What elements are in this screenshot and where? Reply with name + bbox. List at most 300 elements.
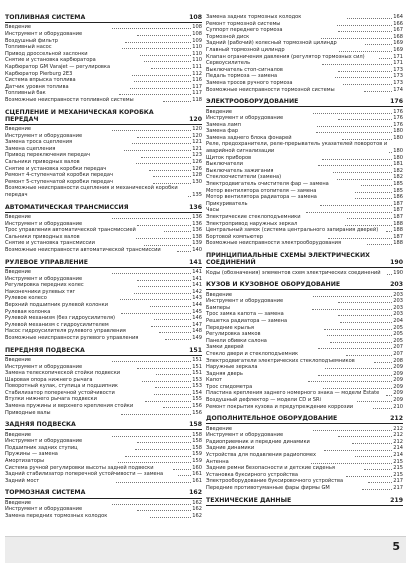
entry-page-number: 169 bbox=[393, 40, 404, 47]
toc-entry[interactable] bbox=[206, 432, 403, 439]
dot-leader bbox=[352, 443, 393, 444]
toc-entry[interactable] bbox=[206, 14, 403, 21]
toc-section bbox=[206, 281, 403, 410]
toc-entry[interactable] bbox=[5, 227, 202, 234]
toc-entry[interactable] bbox=[206, 60, 403, 67]
section-page-number: 219 bbox=[390, 496, 403, 504]
entry-title: Снятие и установка трансмиссии bbox=[5, 240, 95, 247]
entry-page-number: 187 bbox=[393, 233, 404, 240]
dot-leader bbox=[112, 436, 192, 437]
section-title: ЗАДНЯЯ ПОДВЕСКА bbox=[5, 421, 76, 429]
entry-title: Привод переключения передач bbox=[5, 152, 91, 159]
entry-page-number: 164 bbox=[393, 14, 404, 20]
entry-title: Инструмент и оборудование bbox=[5, 30, 83, 37]
toc-entry[interactable] bbox=[206, 426, 403, 433]
entry-page-number: 128 bbox=[192, 172, 203, 179]
entry-page-number: 121 bbox=[192, 139, 203, 146]
entry-title: Задние ремни безопасности и детские сиденья bbox=[206, 465, 335, 472]
entry-title: Задняя дверь bbox=[206, 370, 243, 377]
section-page-number: 108 bbox=[189, 14, 202, 21]
entry-title: Стеклоочистители (замена) bbox=[206, 174, 282, 181]
dot-leader bbox=[320, 205, 392, 206]
toc-entry[interactable] bbox=[206, 161, 403, 168]
dot-leader bbox=[122, 48, 191, 49]
section-title: ТЕХНИЧЕСКИЕ ДАННЫЕ bbox=[206, 496, 292, 504]
entry-page-number: 120 bbox=[192, 132, 202, 139]
entry-page-number: 140 bbox=[192, 247, 202, 253]
entry-page-number: 158 bbox=[192, 438, 202, 445]
entry-title: Введение bbox=[206, 291, 233, 298]
dot-leader bbox=[142, 381, 191, 382]
section-heading[interactable] bbox=[5, 204, 202, 213]
entry-page-number: 217 bbox=[393, 484, 404, 491]
toc-entry[interactable] bbox=[5, 383, 202, 390]
section-title: ЭЛЕКТРООБОРУДОВАНИЕ bbox=[206, 98, 299, 106]
dot-leader bbox=[137, 137, 191, 138]
entry-page-number: 205 bbox=[393, 337, 404, 344]
entry-title: Ремонт тормозной системы bbox=[206, 20, 281, 27]
entry-page-number: 181 bbox=[393, 161, 404, 168]
entry-title: Приводные валы bbox=[5, 409, 51, 416]
dot-leader bbox=[116, 482, 192, 483]
toc-entry[interactable] bbox=[206, 305, 403, 312]
toc-entry[interactable] bbox=[5, 438, 202, 445]
dot-leader bbox=[130, 88, 191, 89]
toc-entry[interactable] bbox=[206, 384, 403, 391]
dot-leader bbox=[153, 176, 192, 177]
section-heading[interactable] bbox=[206, 415, 403, 424]
toc-entry[interactable] bbox=[5, 51, 202, 58]
toc-entry[interactable] bbox=[206, 325, 403, 332]
toc-entry[interactable] bbox=[206, 377, 403, 384]
entry-title: Капот bbox=[206, 377, 223, 384]
toc-entry[interactable] bbox=[206, 54, 403, 61]
dot-leader bbox=[137, 280, 191, 281]
dot-leader bbox=[153, 183, 192, 184]
toc-entry[interactable] bbox=[206, 234, 403, 241]
section-heading[interactable] bbox=[5, 14, 202, 23]
toc-entry[interactable] bbox=[206, 227, 403, 234]
entry-title: Рулевое колесо bbox=[5, 295, 47, 302]
entry-title: Подшипник задних ступиц bbox=[5, 444, 78, 451]
dot-leader bbox=[163, 407, 192, 408]
entry-page-number: 151 bbox=[192, 356, 203, 363]
entry-page-number: 171 bbox=[393, 53, 403, 60]
toc-entry[interactable] bbox=[206, 214, 403, 221]
dot-leader bbox=[119, 94, 191, 95]
toc-entry[interactable] bbox=[5, 172, 202, 179]
dot-leader bbox=[362, 489, 393, 490]
entry-page-number: 110 bbox=[192, 57, 203, 64]
section-title: РУЛЕВОЕ УПРАВЛЕНИЕ bbox=[5, 258, 88, 266]
dot-leader bbox=[337, 25, 392, 26]
entry-page-number: 204 bbox=[393, 317, 404, 324]
toc-entry[interactable] bbox=[206, 397, 403, 404]
toc-entry[interactable] bbox=[206, 465, 403, 472]
toc-entry[interactable] bbox=[206, 188, 403, 195]
toc-entry[interactable] bbox=[206, 128, 403, 135]
entry-page-number: 136 bbox=[192, 227, 203, 234]
toc-entry[interactable] bbox=[206, 485, 403, 492]
toc-entry[interactable] bbox=[206, 168, 403, 175]
toc-entry[interactable] bbox=[5, 97, 202, 104]
toc-entry[interactable] bbox=[206, 40, 403, 47]
toc-entry[interactable] bbox=[5, 513, 202, 520]
dot-leader bbox=[347, 218, 392, 219]
page-number: 5 bbox=[392, 540, 400, 553]
entry-title: Введение bbox=[5, 431, 32, 438]
dot-leader bbox=[311, 463, 392, 464]
toc-entry[interactable] bbox=[5, 295, 202, 302]
toc-entry[interactable] bbox=[5, 44, 202, 51]
toc-entry[interactable] bbox=[5, 159, 202, 166]
dot-leader bbox=[134, 81, 191, 82]
entry-title: Воздушный дефлектор — модели CD и SRi bbox=[206, 397, 321, 404]
entry-page-number: 182 bbox=[393, 167, 403, 174]
toc-entry[interactable] bbox=[5, 370, 202, 377]
entry-title: Возможные неисправности сцепления и механической коробки передач bbox=[5, 185, 178, 199]
toc-entry[interactable] bbox=[5, 139, 202, 146]
section-page-number: 120 bbox=[189, 115, 202, 123]
toc-entry[interactable] bbox=[206, 47, 403, 54]
toc-entry[interactable] bbox=[206, 459, 403, 466]
dot-leader bbox=[149, 170, 191, 171]
entry-title: Замена заднего блока фонарей bbox=[206, 134, 292, 141]
section-page-number: 151 bbox=[189, 346, 202, 354]
section-heading[interactable] bbox=[5, 421, 202, 430]
entry-title: Замена ламп bbox=[206, 121, 241, 128]
toc-entry[interactable] bbox=[5, 282, 202, 289]
entry-page-number: 209 bbox=[393, 364, 403, 371]
dot-leader bbox=[144, 245, 192, 246]
entry-title: Замена троса сцепления bbox=[5, 139, 73, 146]
entry-page-number: 186 bbox=[393, 194, 404, 201]
toc-entry[interactable] bbox=[5, 146, 202, 153]
entry-page-number: 215 bbox=[393, 471, 404, 478]
dot-leader bbox=[322, 64, 393, 65]
toc-entry[interactable] bbox=[206, 270, 403, 277]
toc-entry[interactable] bbox=[5, 57, 202, 64]
toc-entry[interactable] bbox=[5, 432, 202, 439]
dot-leader bbox=[121, 414, 191, 415]
toc-entry[interactable] bbox=[206, 80, 403, 87]
toc-entry[interactable] bbox=[206, 73, 403, 80]
toc-entry[interactable] bbox=[5, 451, 202, 458]
entry-page-number: 180 bbox=[393, 154, 404, 161]
entry-page-number: 167 bbox=[393, 27, 403, 34]
dot-leader bbox=[151, 326, 192, 327]
entry-page-number: 121 bbox=[192, 145, 202, 152]
toc-entry[interactable] bbox=[5, 315, 202, 322]
entry-title: Сальники приводных валов bbox=[5, 159, 80, 166]
toc-entry[interactable] bbox=[206, 240, 403, 247]
entry-page-number: 215 bbox=[393, 465, 404, 472]
toc-section bbox=[5, 489, 202, 519]
toc-entry[interactable] bbox=[5, 403, 202, 410]
toc-entry[interactable] bbox=[206, 404, 403, 411]
toc-entry[interactable] bbox=[206, 201, 403, 208]
toc-entry[interactable] bbox=[5, 77, 202, 84]
toc-entry[interactable] bbox=[5, 276, 202, 283]
dot-leader bbox=[368, 482, 392, 483]
dot-leader bbox=[313, 113, 393, 114]
entry-page-number: 187 bbox=[393, 214, 403, 221]
entry-page-number: 149 bbox=[192, 334, 203, 341]
section-title: КУЗОВ И КУЗОВНОЕ ОБОРУДОВАНИЕ bbox=[206, 281, 341, 289]
section-title: ПЕРЕДНЯЯ ПОДВЕСКА bbox=[5, 346, 85, 354]
toc-entry[interactable] bbox=[5, 90, 202, 97]
entry-page-number: 171 bbox=[393, 60, 404, 67]
section-heading[interactable] bbox=[5, 489, 202, 498]
toc-entry[interactable] bbox=[206, 207, 403, 214]
entry-title: Задний мост bbox=[5, 477, 40, 484]
toc-entry[interactable] bbox=[206, 155, 403, 162]
entry-page-number: 210 bbox=[393, 403, 404, 410]
entry-page-number: 117 bbox=[192, 83, 202, 90]
toc-entry[interactable] bbox=[206, 292, 403, 299]
entry-page-number: 215 bbox=[393, 458, 403, 465]
entry-title: Введение bbox=[5, 24, 32, 31]
entry-title: Прикуриватель bbox=[206, 200, 248, 207]
entry-title: Электродвигатели электрических стеклоподъемников bbox=[206, 357, 355, 364]
section-heading[interactable] bbox=[5, 259, 202, 268]
entry-page-number: 217 bbox=[393, 478, 403, 485]
toc-entry[interactable] bbox=[206, 298, 403, 305]
toc-entry[interactable] bbox=[5, 328, 202, 335]
dot-leader bbox=[150, 517, 191, 518]
entry-page-number: 214 bbox=[393, 452, 404, 459]
section-heading[interactable] bbox=[5, 347, 202, 356]
entry-title: Замена сцепления bbox=[5, 145, 56, 152]
toc-entry[interactable] bbox=[5, 289, 202, 296]
entry-title: Сальники приводных валов bbox=[5, 233, 80, 240]
entry-title: Замки дверей bbox=[206, 344, 244, 351]
toc-entry[interactable] bbox=[5, 240, 202, 247]
entry-title: Коды (обозначения) элементов схем электрических соединений bbox=[206, 269, 381, 276]
entry-page-number: 209 bbox=[393, 390, 403, 397]
toc-column-left bbox=[5, 14, 202, 532]
entry-page-number: 208 bbox=[393, 357, 403, 364]
toc-entry[interactable] bbox=[5, 390, 202, 397]
section-heading[interactable] bbox=[206, 497, 403, 506]
dot-leader bbox=[125, 42, 191, 43]
toc-entry[interactable] bbox=[206, 478, 403, 485]
dot-leader bbox=[338, 119, 392, 120]
toc-entry[interactable] bbox=[5, 234, 202, 241]
section-page-number: 141 bbox=[189, 258, 202, 266]
entry-page-number: 162 bbox=[192, 512, 202, 519]
dot-leader bbox=[137, 225, 191, 226]
section-title: ТОРМОЗНАЯ СИСТЕМА bbox=[5, 489, 86, 497]
dot-leader bbox=[317, 126, 392, 127]
dot-leader bbox=[154, 319, 192, 320]
dot-leader bbox=[339, 51, 392, 52]
entry-page-number: 180 bbox=[393, 134, 403, 141]
toc-entry[interactable] bbox=[206, 115, 403, 122]
dot-leader bbox=[318, 348, 392, 349]
entry-title: Мотор вентилятора радиатора — замена bbox=[206, 194, 317, 201]
dot-leader bbox=[141, 157, 191, 158]
dot-leader bbox=[347, 18, 392, 19]
toc-entry[interactable] bbox=[5, 458, 202, 465]
toc-entry[interactable] bbox=[206, 318, 403, 325]
entry-page-number: 161 bbox=[192, 477, 203, 484]
entry-title: Задние динамики bbox=[206, 445, 255, 452]
toc-entry[interactable] bbox=[5, 185, 202, 198]
toc-entry[interactable] bbox=[5, 71, 202, 78]
entry-page-number: 185 bbox=[393, 187, 403, 194]
dot-leader bbox=[137, 368, 191, 369]
dot-leader bbox=[346, 355, 393, 356]
entry-title: Возможные неисправности тормозной системы bbox=[206, 86, 335, 93]
entry-page-number: 156 bbox=[192, 409, 203, 416]
section-heading[interactable] bbox=[5, 109, 202, 125]
toc-entry[interactable] bbox=[5, 357, 202, 364]
toc-section bbox=[206, 98, 403, 247]
dot-leader bbox=[318, 375, 392, 376]
entry-page-number: 109 bbox=[192, 37, 203, 44]
section-page-number: 203 bbox=[390, 281, 403, 289]
entry-title: Наконечники рулевых тяг bbox=[5, 288, 76, 295]
toc-entry[interactable] bbox=[206, 141, 403, 154]
toc-entry[interactable] bbox=[206, 174, 403, 181]
table-of-contents bbox=[5, 14, 403, 532]
entry-title: Антенна bbox=[206, 458, 229, 465]
toc-entry[interactable] bbox=[206, 87, 403, 94]
entry-title: Замена задних тормозных колодок bbox=[206, 14, 302, 20]
entry-title: Замена фар bbox=[206, 128, 239, 135]
toc-entry[interactable] bbox=[206, 21, 403, 28]
entry-page-number: 153 bbox=[192, 383, 203, 390]
toc-entry[interactable] bbox=[5, 335, 202, 342]
entry-page-number: 209 bbox=[393, 383, 403, 390]
toc-entry[interactable] bbox=[206, 181, 403, 188]
dot-leader bbox=[132, 143, 191, 144]
entry-page-number: 158 bbox=[192, 444, 203, 451]
toc-entry[interactable] bbox=[206, 109, 403, 116]
toc-entry[interactable] bbox=[5, 133, 202, 140]
dot-leader bbox=[125, 456, 191, 457]
toc-entry[interactable] bbox=[5, 302, 202, 309]
toc-entry[interactable] bbox=[5, 506, 202, 513]
entry-title: Мотор вентилятора отопителя — замена bbox=[206, 187, 317, 194]
toc-entry[interactable] bbox=[5, 478, 202, 485]
toc-entry[interactable] bbox=[5, 152, 202, 159]
toc-entry[interactable] bbox=[5, 64, 202, 71]
entry-title: Часы bbox=[206, 207, 220, 214]
dot-leader bbox=[327, 335, 392, 336]
toc-entry[interactable] bbox=[5, 500, 202, 507]
entry-page-number: 190 bbox=[393, 269, 404, 276]
entry-title: Электрооборудование буксировочного устройства bbox=[206, 478, 344, 485]
entry-title: Рулевая колонка bbox=[5, 308, 51, 315]
entry-page-number: 110 bbox=[192, 44, 202, 51]
entry-page-number: 144 bbox=[192, 301, 203, 308]
toc-entry[interactable] bbox=[5, 214, 202, 221]
toc-entry[interactable] bbox=[206, 67, 403, 74]
entry-title: Инструмент и оборудование bbox=[206, 115, 284, 122]
entry-title: Система впрыска топлива bbox=[5, 77, 76, 84]
toc-entry[interactable] bbox=[206, 122, 403, 129]
dot-leader bbox=[145, 401, 192, 402]
entry-title: Инструмент и оборудование bbox=[5, 506, 83, 513]
entry-title: Введение bbox=[5, 268, 32, 275]
section-title: ДОПОЛНИТЕЛЬНОЕ ОБОРУДОВАНИЕ bbox=[206, 415, 338, 423]
toc-entry[interactable] bbox=[206, 311, 403, 318]
entry-page-number: 207 bbox=[393, 344, 403, 351]
toc-entry[interactable] bbox=[206, 371, 403, 378]
entry-page-number: 147 bbox=[192, 321, 202, 328]
dot-leader bbox=[337, 179, 392, 180]
toc-entry[interactable] bbox=[5, 322, 202, 329]
entry-page-number: 141 bbox=[192, 268, 203, 275]
dot-leader bbox=[343, 84, 392, 85]
section-heading[interactable] bbox=[206, 98, 403, 107]
dot-leader bbox=[338, 302, 392, 303]
toc-entry[interactable] bbox=[5, 410, 202, 417]
entry-page-number: 209 bbox=[393, 377, 404, 384]
section-heading[interactable] bbox=[206, 252, 403, 268]
entry-page-number: 139 bbox=[192, 240, 202, 247]
entry-title: Решетка радиатора — замена bbox=[206, 317, 288, 324]
entry-title: Воздушный фильтр bbox=[5, 37, 58, 44]
toc-entry[interactable] bbox=[5, 445, 202, 452]
toc-entry[interactable] bbox=[5, 24, 202, 31]
dot-leader bbox=[132, 75, 191, 76]
entry-title: Замена телескопической стойки подвески bbox=[5, 370, 121, 377]
entry-title: Топливный бак bbox=[5, 90, 46, 97]
toc-entry[interactable] bbox=[206, 351, 403, 358]
toc-entry[interactable] bbox=[206, 344, 403, 351]
section-page-number: 158 bbox=[189, 421, 202, 429]
toc-entry[interactable] bbox=[5, 31, 202, 38]
dot-leader bbox=[387, 274, 392, 275]
entry-page-number: 116 bbox=[192, 77, 202, 84]
toc-entry[interactable] bbox=[206, 331, 403, 338]
toc-entry[interactable] bbox=[206, 439, 403, 446]
dot-leader bbox=[338, 436, 392, 437]
entry-title: Пластина крепления заднего номерного знака — модели Estate bbox=[206, 390, 380, 397]
entry-title: Снятие и установка коробки передач bbox=[5, 165, 107, 172]
toc-entry[interactable] bbox=[206, 358, 403, 365]
entry-page-number: 180 bbox=[393, 128, 404, 135]
entry-title: Электрические стеклоподъемники bbox=[206, 214, 301, 221]
toc-entry[interactable] bbox=[206, 364, 403, 371]
toc-entry[interactable] bbox=[5, 269, 202, 276]
entry-page-number: 187 bbox=[393, 200, 404, 207]
entry-page-number: 158 bbox=[192, 431, 203, 438]
entry-page-number: 108 bbox=[192, 30, 202, 37]
toc-entry[interactable] bbox=[5, 247, 202, 254]
toc-entry[interactable] bbox=[5, 471, 202, 478]
dot-leader bbox=[373, 408, 392, 409]
entry-title: Бамперы bbox=[206, 304, 231, 311]
section-page-number: 136 bbox=[189, 203, 202, 211]
entry-title: Замена пружины и верхнего крепления стойки bbox=[5, 403, 134, 410]
dot-leader bbox=[163, 101, 191, 102]
toc-entry[interactable] bbox=[206, 194, 403, 201]
dot-leader bbox=[321, 38, 392, 39]
dot-leader bbox=[367, 244, 392, 245]
toc-entry[interactable] bbox=[5, 126, 202, 133]
entry-page-number: 142 bbox=[192, 288, 203, 295]
toc-entry[interactable] bbox=[206, 27, 403, 34]
toc-entry[interactable] bbox=[206, 452, 403, 459]
section-heading[interactable] bbox=[206, 281, 403, 290]
dot-leader bbox=[322, 159, 392, 160]
entry-title: Инструмент и оборудование bbox=[206, 298, 284, 305]
dot-leader bbox=[338, 31, 392, 32]
